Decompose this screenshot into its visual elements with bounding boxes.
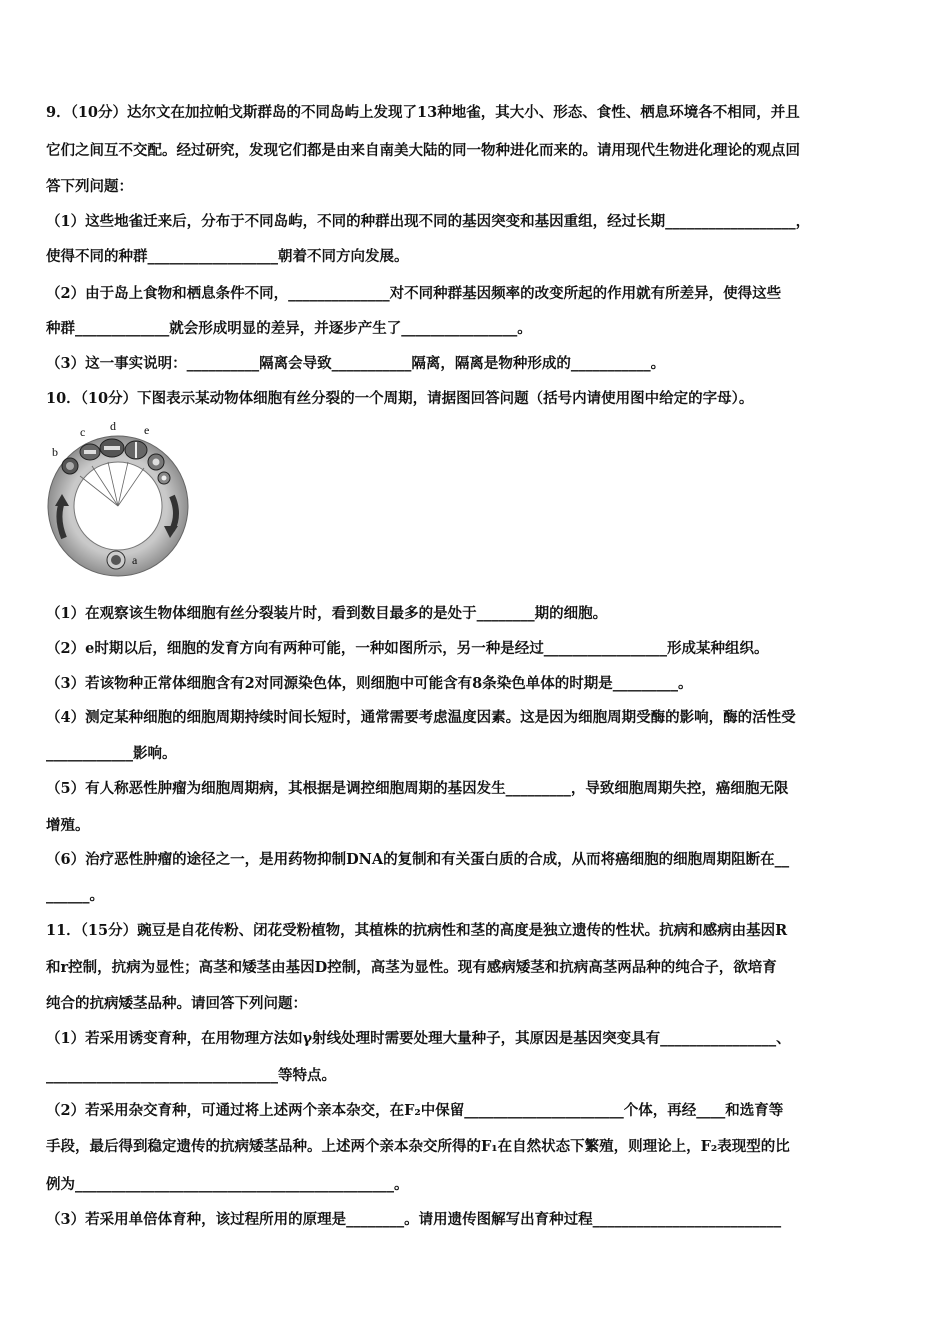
q10-line7: （5）有人称恶性肿瘤为细胞周期病，其根据是调控细胞周期的基因发生_________，导致细胞周期失控，癌细胞无限	[46, 780, 789, 797]
cell-a	[107, 551, 125, 569]
cell-cycle-svg	[44, 418, 194, 578]
cell-e2	[158, 472, 170, 484]
q11-line6: （2）若采用杂交育种，可通过将上述两个亲本杂交，在F₂中保留______________________个体，再经____和选育等	[46, 1102, 784, 1119]
cell-c	[80, 444, 100, 460]
q9-line6: （2）由于岛上食物和栖息条件不同，______________对不同种群基因频率的改变所起的作用就有所差异，使得这些	[46, 285, 782, 302]
label-d: d	[110, 419, 116, 433]
q10-line10: ______。	[46, 887, 104, 904]
q11-line8: 例为____________________________________________。	[46, 1176, 409, 1193]
q9-line7: 种群_____________就会形成明显的差异，并逐步产生了________________。	[46, 320, 532, 337]
q11-line2: 和r控制，抗病为显性；高茎和矮茎由基因D控制，高茎为显性。现有感病矮茎和抗病高茎两品种的纯合子，欲培育	[46, 959, 777, 976]
label-b: b	[52, 445, 58, 459]
cell-e	[148, 454, 164, 470]
q9-line8: （3）这一事实说明：__________隔离会导致___________隔离，隔离是物种形成的___________。	[46, 355, 666, 372]
q10-line9: （6）治疗恶性肿瘤的途径之一，是用药物抑制DNA的复制和有关蛋白质的合成，从而将癌细胞的细胞周期阻断在__	[46, 851, 790, 868]
cell-d2	[125, 441, 147, 459]
q10-line5: （4）测定某种细胞的细胞周期持续时间长短时，通常需要考虑温度因素。这是因为细胞周期受酶的影响，酶的活性受	[46, 709, 796, 726]
q9-line3: 答下列问题：	[46, 178, 133, 195]
q11-line5: ________________________________等特点。	[46, 1067, 336, 1084]
q11-line4: （1）若采用诱变育种，在用物理方法如γ射线处理时需要处理大量种子，其原因是基因突变具有________________、	[46, 1030, 791, 1047]
q10-line1: 10．（10分）下图表示某动物体细胞有丝分裂的一个周期，请据图回答问题（括号内请使用图中给定的字母）。	[46, 390, 754, 407]
q9-line5: 使得不同的种群__________________朝着不同方向发展。	[46, 248, 409, 265]
label-e: e	[144, 423, 150, 437]
label-c: c	[80, 425, 86, 439]
q9-line1: 9．（10分）达尔文在加拉帕戈斯群岛的不同岛屿上发现了13种地雀，其大小、形态、食性、栖息环境各不相同，并且	[46, 104, 800, 121]
cell-b	[62, 458, 78, 474]
q9-line4: （1）这些地雀迁来后，分布于不同岛屿，不同的种群出现不同的基因突变和基因重组，经过长期__________________，	[46, 213, 811, 230]
q10-line8: 增殖。	[46, 817, 90, 834]
q11-line3: 纯合的抗病矮茎品种。请回答下列问题：	[46, 995, 307, 1012]
q10-line4: （3）若该物种正常体细胞含有2对同源染色体，则细胞中可能含有8条染色单体的时期是_________。	[46, 675, 693, 692]
cell-cycle-diagram	[44, 418, 194, 578]
q10-line2: （1）在观察该生物体细胞有丝分裂装片时，看到数目最多的是处于________期的细胞。	[46, 605, 608, 622]
q11-line9: （3）若采用单倍体育种，该过程所用的原理是________。请用遗传图解写出育种过程__________________________	[46, 1211, 782, 1228]
q10-line3: （2）e时期以后，细胞的发育方向有两种可能，一种如图所示，另一种是经过_________________形成某种组织。	[46, 640, 769, 657]
q11-line1: 11．（15分）豌豆是自花传粉、闭花受粉植物，其植株的抗病性和茎的高度是独立遗传的性状。抗病和感病由基因R	[46, 922, 788, 939]
q10-line6: ____________影响。	[46, 745, 177, 762]
cell-d	[100, 439, 124, 457]
label-a: a	[132, 553, 138, 567]
q11-line7: 手段，最后得到稳定遗传的抗病矮茎品种。上述两个亲本杂交所得的F₁在自然状态下繁殖，则理论上，F₂表现型的比	[46, 1138, 790, 1155]
q9-line2: 它们之间互不交配。经过研究，发现它们都是由来自南美大陆的同一物种进化而来的。请用现代生物进化理论的观点回	[46, 142, 800, 159]
